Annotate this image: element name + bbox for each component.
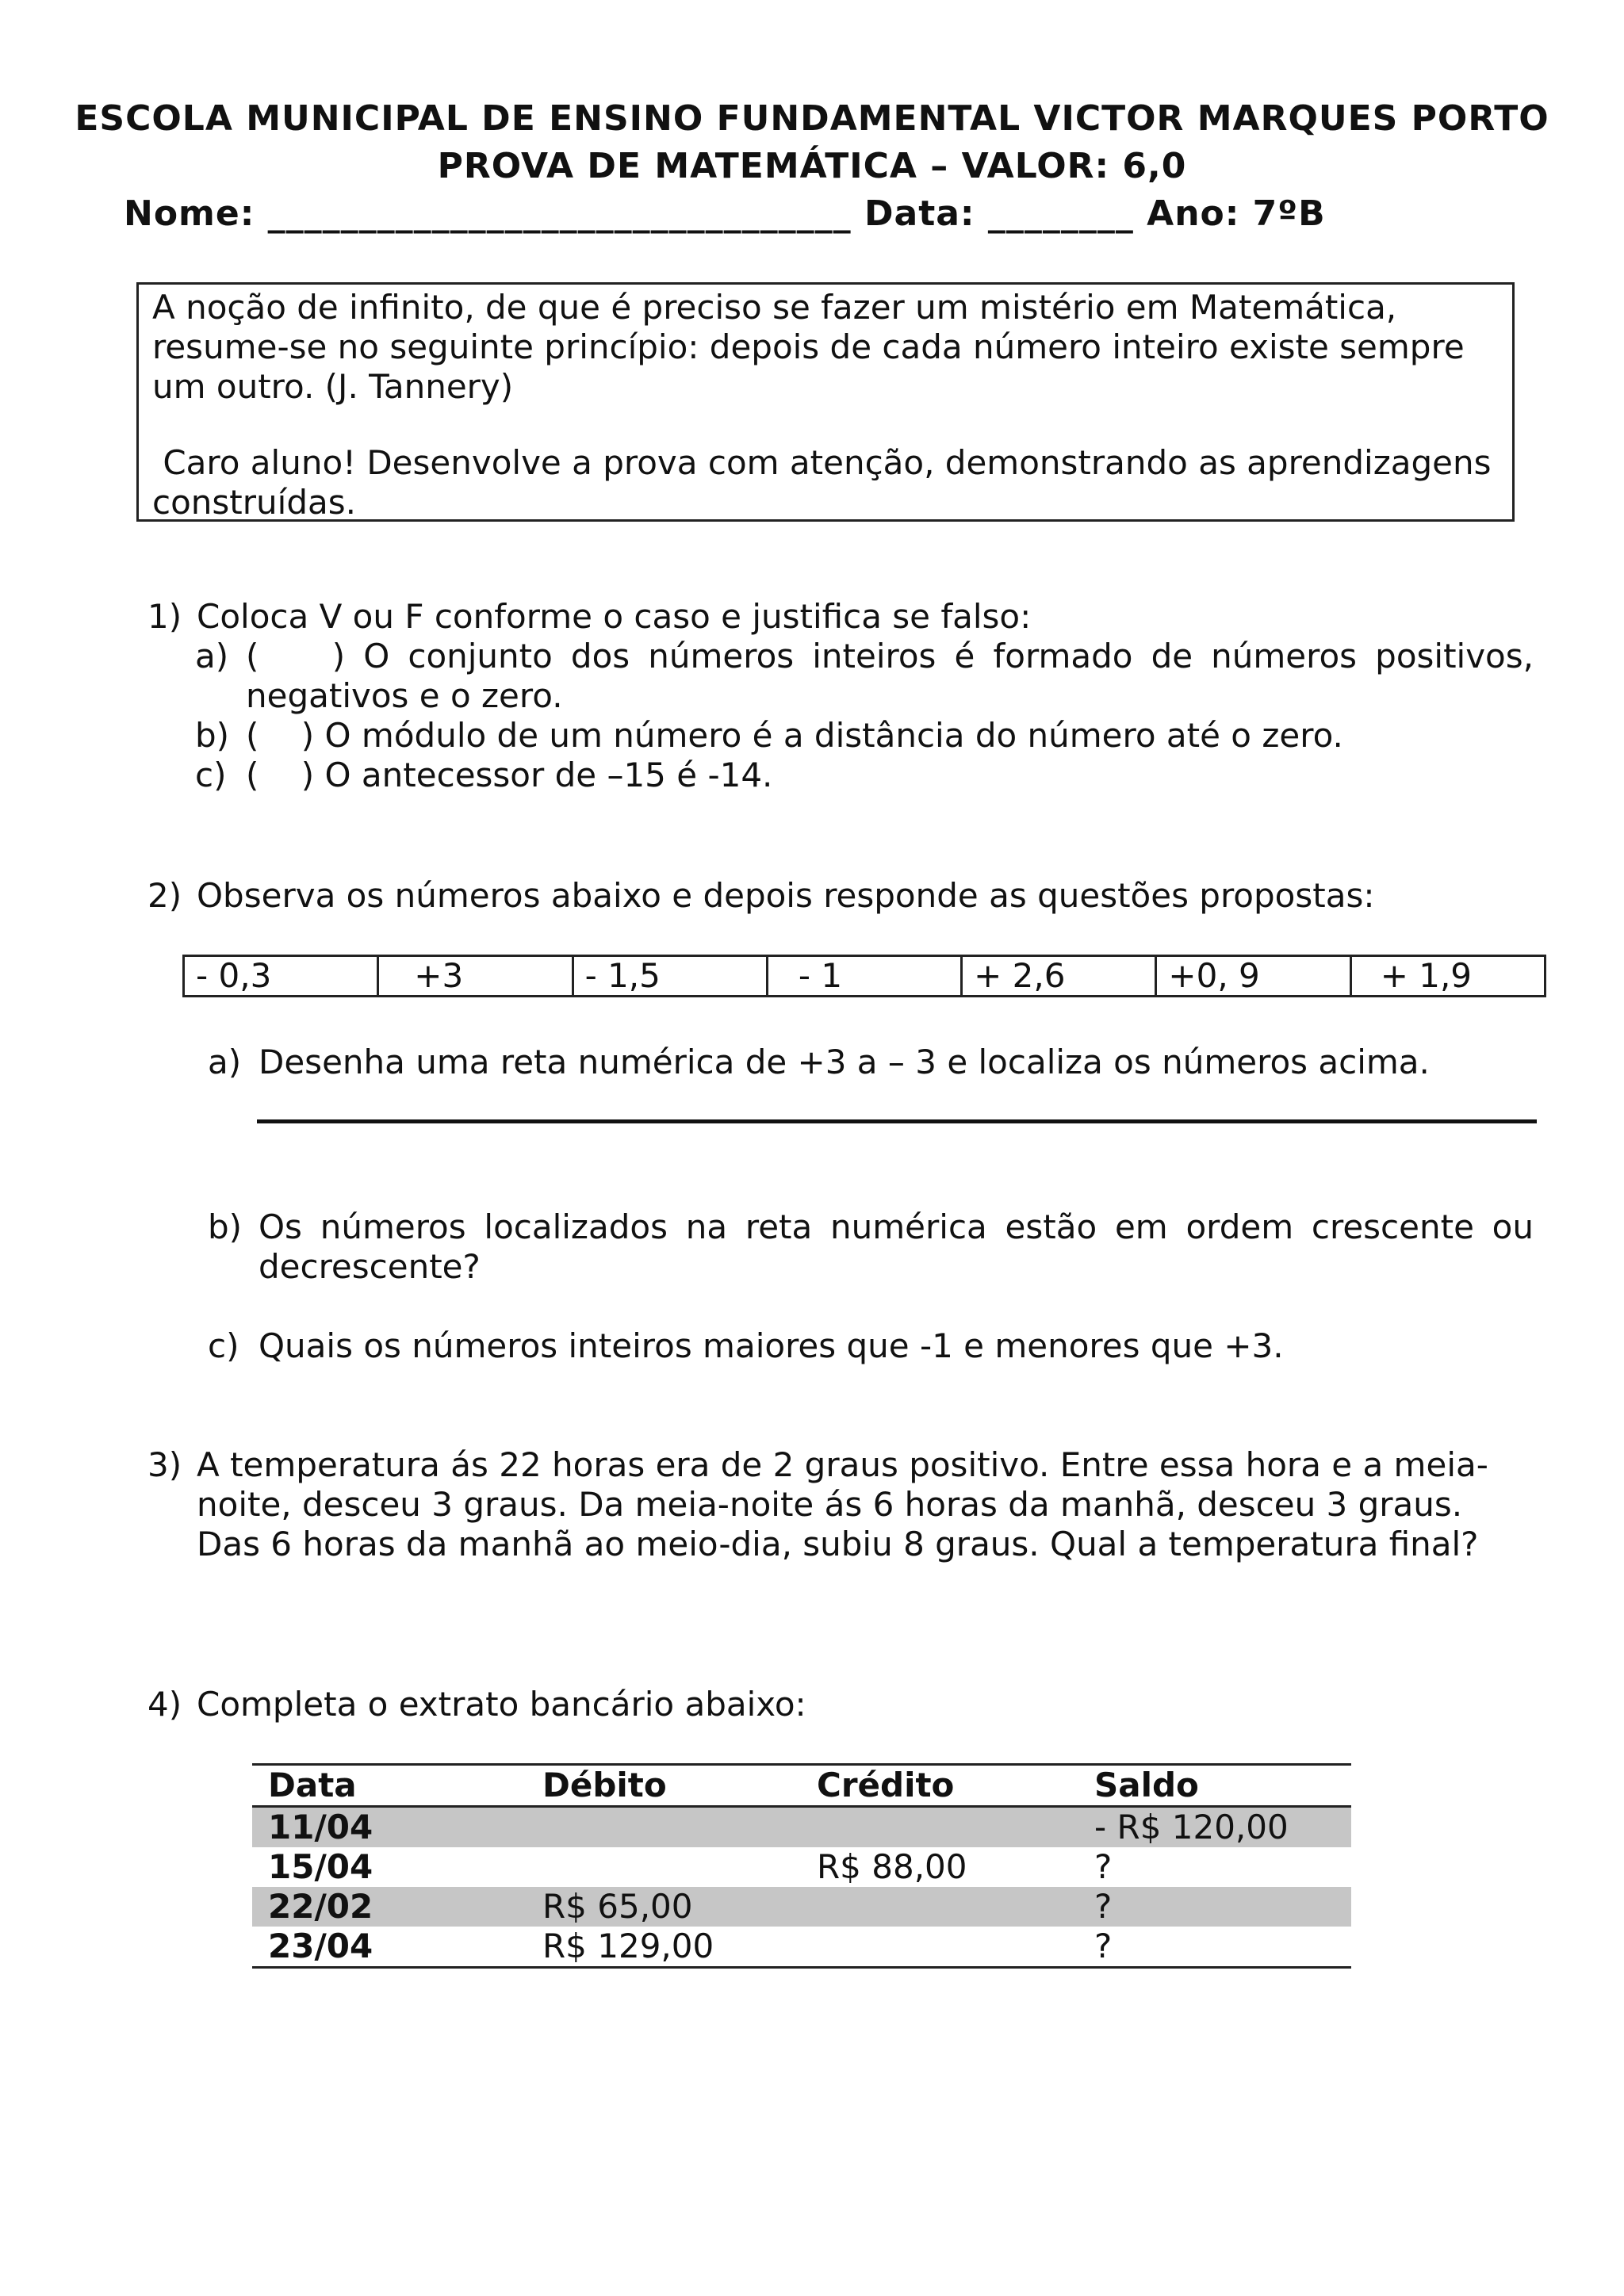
table-row bbox=[252, 1927, 1351, 1968]
q3-line-1: A temperatura ás 22 horas era de 2 graus positivo. Entre essa hora e a meia- bbox=[197, 1445, 1488, 1484]
table-header-row bbox=[252, 1765, 1351, 1807]
q1-a-line-2: negativos e o zero. bbox=[246, 676, 563, 715]
column-header-date: Data bbox=[252, 1765, 527, 1807]
cell-debit: R$ 65,00 bbox=[527, 1887, 801, 1927]
q2-c-line: Quais os números inteiros maiores que -1 e menores que +3. bbox=[259, 1326, 1284, 1365]
column-header-credit: Crédito bbox=[801, 1765, 1078, 1807]
number-cell: + 2,6 bbox=[962, 956, 1156, 997]
quote-line-1: A noção de infinito, de que é preciso se fazer um mistério em Matemática, bbox=[152, 288, 1397, 327]
q1-b-label: b) bbox=[195, 716, 230, 755]
cell-credit bbox=[801, 1887, 1078, 1927]
cell-credit: R$ 88,00 bbox=[817, 1847, 967, 1886]
cell-debit bbox=[527, 1807, 801, 1848]
q3-line-2: noite, desceu 3 graus. Da meia-noite ás 6 horas da manhã, desceu 3 graus. bbox=[197, 1485, 1463, 1524]
numbers-table bbox=[182, 955, 1546, 997]
q1-number: 1) bbox=[147, 597, 182, 636]
number-cell: - 0,3 bbox=[184, 956, 378, 997]
cell-balance: ? bbox=[1078, 1887, 1351, 1927]
cell-balance: - R$ 120,00 bbox=[1078, 1807, 1351, 1848]
number-cell: - 1,5 bbox=[573, 956, 767, 997]
cell-debit: R$ 129,00 bbox=[542, 1927, 714, 1965]
table-row bbox=[252, 1887, 1351, 1927]
q1-a-line-1: ( ) O conjunto dos números inteiros é formado de números positivos, bbox=[246, 637, 1534, 675]
q2-number: 2) bbox=[147, 876, 182, 915]
cell-date: 22/02 bbox=[252, 1887, 527, 1927]
message-line-1: Caro aluno! Desenvolve a prova com atenção, demonstrando as aprendizagens bbox=[152, 443, 1492, 482]
exam-title: PROVA DE MATEMÁTICA – VALOR: 6,0 bbox=[437, 146, 1187, 186]
column-header-debit: Débito bbox=[527, 1765, 801, 1807]
number-cell: + 1,9 bbox=[1350, 956, 1545, 997]
q3-line-3: Das 6 horas da manhã ao meio-dia, subiu 8 graus. Qual a temperatura final? bbox=[197, 1525, 1479, 1563]
number-cell: +0, 9 bbox=[1156, 956, 1350, 997]
q1-c-label: c) bbox=[195, 756, 227, 794]
q4-number: 4) bbox=[147, 1685, 182, 1724]
q2-prompt: Observa os números abaixo e depois responde as questões propostas: bbox=[197, 876, 1375, 915]
school-name: ESCOLA MUNICIPAL DE ENSINO FUNDAMENTAL VICTOR MARQUES PORTO bbox=[75, 98, 1549, 139]
q2-b-line-1: Os números localizados na reta numérica estão em ordem crescente ou bbox=[259, 1207, 1534, 1246]
q1-prompt: Coloca V ou F conforme o caso e justifica se falso: bbox=[197, 597, 1032, 636]
cell-date: 23/04 bbox=[268, 1927, 373, 1965]
cell-credit bbox=[801, 1807, 1078, 1848]
number-line-answer-space bbox=[257, 1119, 1537, 1123]
quote-line-2: resume-se no seguinte princípio: depois de cada número inteiro existe sempre bbox=[152, 327, 1465, 366]
q2-a-line: Desenha uma reta numérica de +3 a – 3 e localiza os números acima. bbox=[259, 1043, 1430, 1081]
cell-balance: ? bbox=[1094, 1927, 1113, 1965]
bank-statement-table bbox=[252, 1763, 1351, 1969]
cell-credit bbox=[801, 1927, 1078, 1968]
table-row bbox=[252, 1807, 1351, 1848]
q1-c-line: ( ) O antecessor de –15 é -14. bbox=[246, 756, 773, 794]
message-line-2: construídas. bbox=[152, 483, 356, 522]
cell-date: 11/04 bbox=[252, 1807, 527, 1848]
student-fields-line: Nome: ________________________________ Data: ________ Ano: 7ºB bbox=[124, 193, 1326, 234]
cell-date: 15/04 bbox=[268, 1847, 373, 1886]
q2-b-line-2: decrescente? bbox=[259, 1247, 481, 1286]
quote-line-3: um outro. (J. Tannery) bbox=[152, 367, 514, 406]
q2-c-label: c) bbox=[208, 1326, 239, 1365]
number-cell: +3 bbox=[378, 956, 573, 997]
cell-debit bbox=[527, 1847, 801, 1887]
q2-a-label: a) bbox=[208, 1043, 242, 1081]
q1-b-line: ( ) O módulo de um número é a distância do número até o zero. bbox=[246, 716, 1343, 755]
number-cell: - 1 bbox=[767, 956, 961, 997]
cell-balance: ? bbox=[1094, 1847, 1113, 1886]
table-row bbox=[252, 1847, 1351, 1887]
column-header-balance: Saldo bbox=[1078, 1765, 1351, 1807]
q2-b-label: b) bbox=[208, 1207, 243, 1246]
q3-number: 3) bbox=[147, 1445, 182, 1484]
q4-prompt: Completa o extrato bancário abaixo: bbox=[197, 1685, 806, 1724]
q1-a-label: a) bbox=[195, 637, 229, 675]
